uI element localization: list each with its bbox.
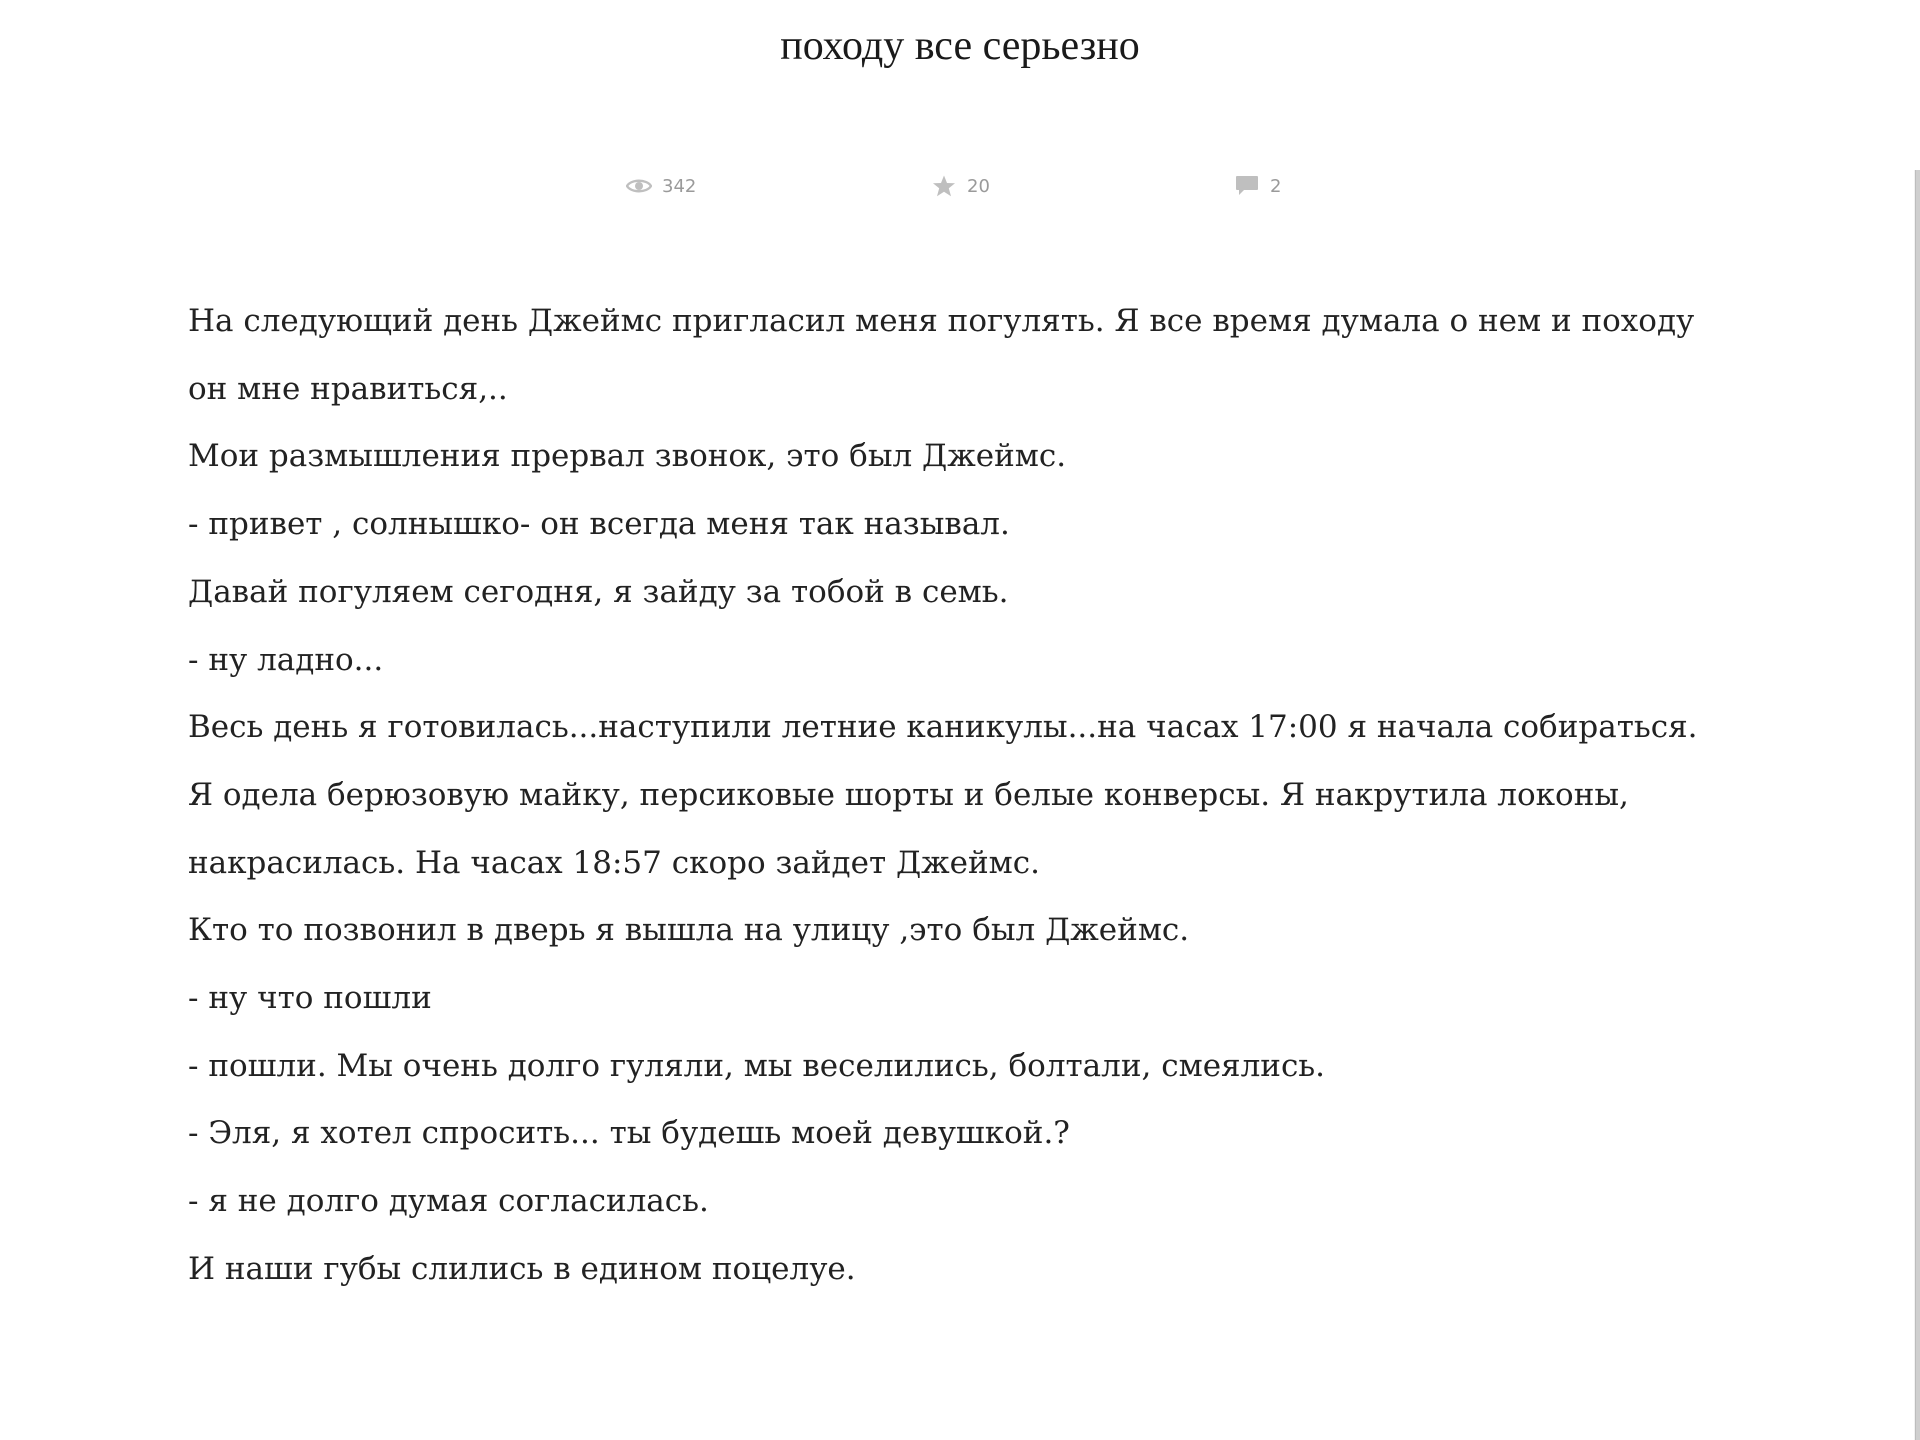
chapter-stats — [626, 170, 1306, 202]
paragraph: - ну что пошли — [188, 980, 432, 1017]
paragraph: Мои размышления прервал звонок, это был Джеймс. — [188, 438, 1067, 475]
paragraph: - Эля, я хотел спросить... ты будешь моей девушкой.? — [188, 1115, 1070, 1152]
comments-count: 2 — [1270, 175, 1282, 197]
paragraph: - пошли. Мы очень долго гуляли, мы веселились, болтали, смеялись. — [188, 1047, 1326, 1084]
comments-stat[interactable] — [1234, 170, 1281, 202]
views-count: 342 — [662, 175, 697, 197]
star-icon — [931, 173, 957, 199]
paragraph: Кто то позвонил в дверь я вышла на улицу ,это был Джеймс. — [188, 912, 1190, 949]
comment-icon — [1234, 173, 1260, 199]
paragraph: - привет , солнышко- он всегда меня так называл. — [188, 506, 1010, 543]
paragraph: Весь день я готовилась...наступили летние каникулы...на часах 17:00 я начала собираться. Я одела берюзовую майку, персиковые шорты и белые конверсы. Я накрутила локоны, накрасилась. На часах 18:57 скоро зайдет Джеймс. — [188, 709, 1698, 881]
likes-count: 20 — [967, 175, 990, 197]
paragraph: Давай погуляем сегодня, я зайду за тобой в семь. — [188, 573, 1009, 610]
paragraph: На следующий день Джеймс пригласил меня погулять. Я все время думала о нем и походу он мне нравиться,.. — [188, 303, 1695, 407]
chapter-title: походу все серьезно — [780, 23, 1140, 69]
paragraph: И наши губы слились в едином поцелуе. — [188, 1250, 856, 1287]
paragraph: - я не долго думая согласилась. — [188, 1183, 709, 1220]
eye-icon — [626, 173, 652, 199]
scrollbar-thumb[interactable] — [1915, 170, 1920, 1440]
paragraph: - ну ладно... — [188, 641, 384, 678]
chapter-text — [188, 288, 1708, 1304]
likes-stat[interactable] — [931, 170, 990, 202]
views-stat — [626, 170, 696, 202]
